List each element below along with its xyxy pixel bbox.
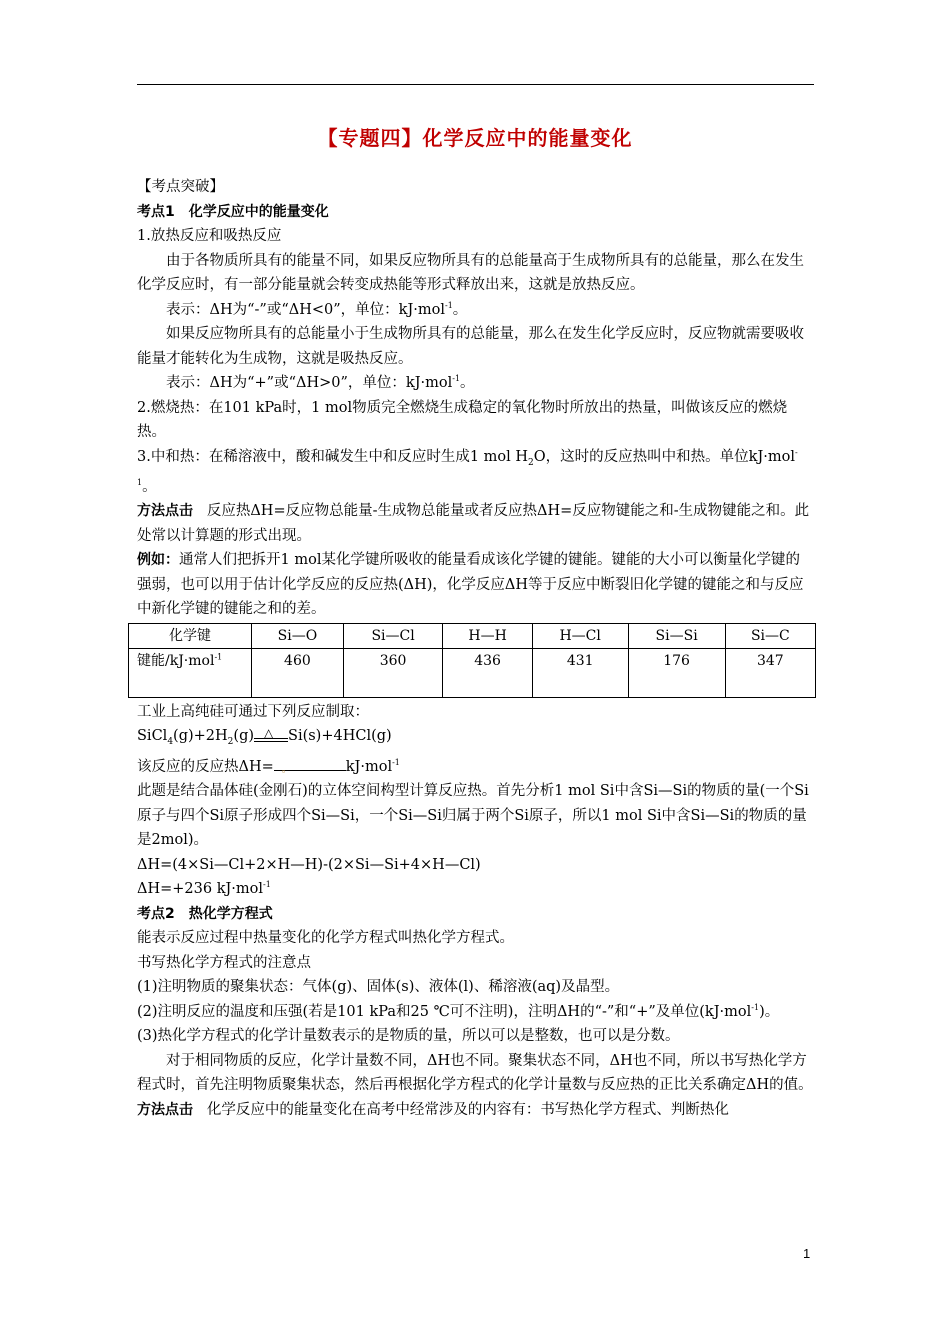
- calc-line-2: ΔH=+236 kJ·mol$^{-1}$: [137, 880, 271, 898]
- example-label: 例如：: [137, 552, 179, 569]
- kp1-p4: 表示：ΔH为“+”或“ΔH>0”，单位：kJ·mol$^{-1}$。: [166, 374, 475, 391]
- table-cell: 176: [628, 648, 725, 697]
- kp2-l1: 能表示反应过程中热量变化的化学方程式叫热化学方程式。: [137, 930, 514, 947]
- method-label: 方法点击: [137, 503, 193, 520]
- answer-blank[interactable]: 。: [274, 756, 346, 771]
- kp1-sub3: 3.中和热：在稀溶液中，酸和碱发生中和反应时生成1 mol $H_2O$，这时的反应热叫中和热。单位kJ·mol$^{-1}$。: [137, 447, 798, 495]
- kp1-p3: 如果反应物所具有的总能量小于生成物所具有的总能量，那么在发生化学反应时，反应物就需要吸收能量才能转化为生成物，这就是吸热反应。: [137, 326, 804, 367]
- page-number: 1: [803, 1246, 811, 1261]
- kp2-p6: 对于相同物质的反应，化学计量数不同，ΔH也不同。聚集状态不同，ΔH也不同，所以书写热化学方程式时，首先注明物质聚集状态，然后再根据化学方程式的化学计量数与反应热的正比关系确定ΔH的值。: [137, 1052, 813, 1094]
- table-cell: 347: [725, 648, 815, 697]
- method-label: 方法点击: [137, 1101, 193, 1118]
- kp1-method: 方法点击 反应热ΔH=反应物总能量-生成物总能量或者反应热ΔH=反应物键能之和-生成物键能之和。此处常以计算题的形式出现。: [137, 503, 810, 544]
- kp2-heading: 考点2 热化学方程式: [137, 905, 273, 922]
- header-rule: [137, 84, 814, 85]
- kp1-example: 例如：通常人们把拆开1 mol某化学键所吸收的能量看成该化学键的键能。键能的大小可以衡量化学键的强弱，也可以用于估计化学反应的反应热(ΔH)，化学反应ΔH等于反应中断裂旧化学键的键能之和与反应中新化学键的键能之和的差。: [137, 552, 804, 618]
- bond-energy-table: [128, 623, 816, 698]
- kp2-l4: (2)注明反应的温度和压强(若是101 kPa和25 ℃可不注明)，注明ΔH的“-”和“+”及单位(kJ·mol$^{-1}$)。: [137, 1002, 780, 1020]
- reaction-equation: $SiCl_4(g)+2H_2(g)$ △ Si(s)+4HCl(g): [137, 726, 392, 748]
- table-header-cell: H—H: [443, 623, 533, 648]
- question-line: 该反应的反应热ΔH= 。 kJ·mol$^{-1}$: [137, 755, 814, 780]
- table-cell: 460: [252, 648, 344, 697]
- table-cell: 360: [343, 648, 443, 697]
- table-row-label: 键能/kJ·mol$^{-1}$: [129, 648, 252, 697]
- table-row: [129, 648, 816, 697]
- section-label: 【考点突破】: [137, 179, 224, 195]
- kp1-p2: 表示：ΔH为“-”或“ΔH<0”，单位：kJ·mol$^{-1}$。: [166, 300, 468, 318]
- table-cell: 431: [532, 648, 628, 697]
- heat-condition-arrow: △: [254, 729, 288, 743]
- kp2-l2: 书写热化学方程式的注意点: [137, 954, 311, 971]
- table-header-cell: Si—O: [252, 623, 344, 648]
- table-header-cell: H—Cl: [532, 623, 628, 648]
- kp1-p1: 由于各物质所具有的能量不同，如果反应物所具有的总能量高于生成物所具有的总能量，那么在发生化学反应时，有一部分能量就会转变成热能等形式释放出来，这就是放热反应。: [137, 252, 804, 293]
- kp1-heading: 考点1 化学反应中的能量变化: [137, 203, 329, 220]
- kp2-l5: (3)热化学方程式的化学计量数表示的是物质的量，所以可以是整数，也可以是分数。: [137, 1028, 680, 1045]
- table-followup: 工业上高纯硅可通过下列反应制取：: [137, 703, 369, 720]
- document-body: [137, 175, 814, 1122]
- table-header-cell: Si—Cl: [343, 623, 443, 648]
- kp1-sub2: 2.燃烧热：在101 kPa时，1 mol物质完全燃烧生成稳定的氧化物时所放出的热量，叫做该反应的燃烧热。: [137, 399, 788, 440]
- kp1-sub1: 1.放热反应和吸热反应: [137, 228, 282, 244]
- analysis-text: 此题是结合晶体硅(金刚石)的立体空间构型计算反应热。首先分析1 mol Si中含Si—Si的物质的量(一个Si原子与四个Si原子形成四个Si—Si，一个Si—Si归属于两个Si原子，所以1 mol Si中含Si—Si的物质的量是2mol)。: [137, 783, 809, 849]
- calc-line-1: ΔH=(4×Si—Cl+2×H—H)-(2×Si—Si+4×H—Cl): [137, 856, 481, 873]
- table-cell: 436: [443, 648, 533, 697]
- kp2-method: 方法点击 化学反应中的能量变化在高考中经常涉及的内容有：书写热化学方程式、判断热化: [137, 1101, 729, 1118]
- table-header-cell: 化学键: [129, 623, 252, 648]
- table-header-cell: Si—C: [725, 623, 815, 648]
- table-header-row: [129, 623, 816, 648]
- kp2-l3: (1)注明物质的聚集状态：气体(g)、固体(s)、液体(l)、稀溶液(aq)及晶型。: [137, 979, 620, 996]
- table-header-cell: Si—Si: [628, 623, 725, 648]
- page-title: 【专题四】化学反应中的能量变化: [317, 126, 633, 150]
